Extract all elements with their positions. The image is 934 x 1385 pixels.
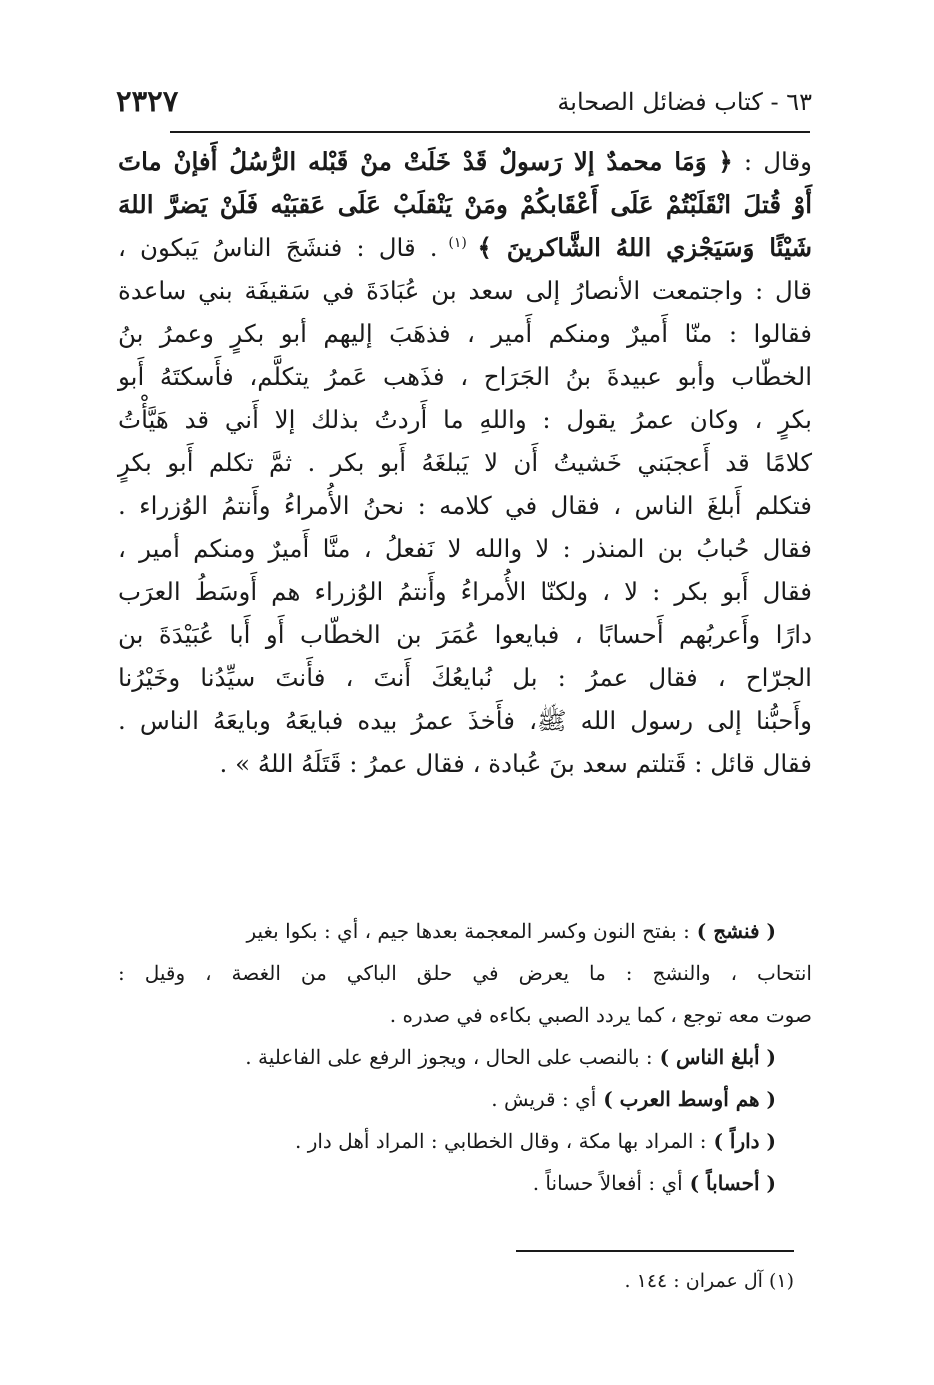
text-line	[118, 742, 812, 785]
text-line	[118, 226, 812, 269]
header-rule	[170, 131, 810, 133]
chapter-title: ٦٣ - كتاب فضائل الصحابة	[557, 88, 812, 116]
text-line	[118, 699, 812, 742]
text-segment: فقال قائل : قَتلتم سعد بنَ عُبادة ، فقال عمرُ : قَتَلَهُ اللهُ » .	[219, 749, 812, 778]
text-line	[118, 441, 812, 484]
text-segment: دارًا وأَعربُهم أَحسابًا ، فبايعوا عُمَرَ بن الخطّاب أَو أَبا عُبَيْدَةَ بن	[118, 620, 812, 649]
text-segment: قال : واجتمعت الأنصارُ إلى سعد بن عُبَادَةَ في سَقيفَة بني ساعدة	[118, 276, 812, 305]
note-line	[118, 1036, 812, 1078]
text-segment: الجرّاح ، فقال عمرُ : بل نُبايعُكَ أَنتَ ، فأَنتَ سيِّدُنا وخَيْرُنا	[118, 663, 812, 692]
note-line	[118, 1162, 812, 1204]
hadith-text	[118, 140, 812, 785]
quran-verse: أَوْ قُتلَ انْقَلَبْتُمْ عَلَى أَعْقَابكُمْ ومَنْ يَنْقلَبْ عَلَى عَقبَيْه فَلَنْ يَضرَّ اللهَ	[118, 190, 812, 219]
text-segment: انتحاب ، والنشج : ما يعرض في حلق الباكي من الغصة ، وقيل :	[118, 961, 812, 985]
text-segment: صوت معه توجع ، كما يردد الصبي بكاءه في صدره .	[389, 1003, 812, 1027]
footnote: (١) آل عمران : ١٤٤ .	[624, 1270, 794, 1292]
note-line	[118, 994, 812, 1036]
text-line	[118, 527, 812, 570]
text-line	[118, 613, 812, 656]
text-segment: الخطّاب وأبو عبيدةَ بنُ الجَرَاح ، فذَهب عَمرُ يتكلَّم، فأَسكتَهُ أَبو	[118, 362, 812, 391]
text-line	[118, 656, 812, 699]
footnote-marker: (١)	[437, 234, 478, 251]
text-segment: أي : قريش .	[491, 1087, 597, 1111]
text-line	[118, 484, 812, 527]
note-keyword: ( هم أوسط العرب )	[596, 1087, 776, 1111]
text-segment: فقالوا : منّا أَميرٌ ومنكم أَمير ، فذهَبَ إليهم أبو بكرٍ وعمرُ بنُ	[118, 319, 812, 348]
text-segment: فقال حُبابُ بن المنذر : لا والله لا نَفعلُ ، منَّا أَميرٌ ومنكم أمير ،	[118, 534, 812, 563]
text-line	[118, 570, 812, 613]
text-segment: : المراد بها مكة ، وقال الخطابي : المراد أهل دار .	[294, 1129, 707, 1153]
text-segment: أي : أفعالاً حساناً .	[532, 1171, 683, 1195]
text-line	[118, 398, 812, 441]
text-segment: فتكلم أَبلغَ الناس ، فقال في كلامه : نحنُ الأُمراءُ وأَنتمُ الوُزراء .	[118, 491, 812, 520]
note-line	[118, 910, 812, 952]
footnote-rule	[516, 1250, 794, 1252]
text-line	[118, 269, 812, 312]
quran-verse: ﴿ وَمَا محمدٌ إلا رَسولٌ قَدْ خَلَتْ منْ قَبْله الرُّسُلُ أَفإنْ ماتَ	[118, 147, 733, 176]
page-number: ٢٣٢٧	[116, 84, 179, 118]
text-segment: وأَحبُّنا إلى رسول الله ﷺ، فأَخذَ عمرُ بيده فبايعَهُ وبايعَهُ الناس .	[118, 706, 812, 735]
text-line	[118, 355, 812, 398]
text-segment: بكرٍ ، وكان عمرُ يقول : واللهِ ما أَردتُ بذلك إلا أَني قد هَيَّأْتُ	[118, 405, 812, 434]
text-segment: : بالنصب على الحال ، ويجوز الرفع على الفاعلية .	[245, 1045, 653, 1069]
text-segment: . قال : فنشَجَ الناسُ يَبكون ،	[118, 233, 438, 262]
note-keyword: ( أبلغ الناس )	[652, 1045, 776, 1069]
text-line	[118, 140, 812, 183]
note-keyword: ( أحساباً )	[682, 1171, 776, 1195]
note-keyword: ( فنشج )	[689, 919, 776, 943]
running-header	[116, 84, 812, 124]
note-line	[118, 1120, 812, 1162]
text-line	[118, 312, 812, 355]
text-segment: وقال :	[732, 147, 813, 176]
text-segment: كلامًا قد أَعجبَني خَشيتُ أَن لا يَبلغَهُ أَبو بكر . ثمَّ تكلم أَبو بكرٍ	[118, 448, 812, 477]
text-segment: : بفتح النون وكسر المعجمة بعدها جيم ، أي : بكوا بغير	[246, 919, 690, 943]
note-line	[118, 1078, 812, 1120]
text-line	[118, 183, 812, 226]
note-keyword: ( داراً )	[706, 1129, 776, 1153]
text-segment: فقال أَبو بكر : لا ، ولكنّا الأُمراءُ وأَنتمُ الوُزراء هم أَوسَطُ العرَب	[118, 577, 812, 606]
quran-verse: شَيْئًا وَسَيَجْزي اللهُ الشَّاكرينَ ﴾	[477, 233, 812, 262]
commentary-notes	[118, 910, 812, 1204]
note-line	[118, 952, 812, 994]
